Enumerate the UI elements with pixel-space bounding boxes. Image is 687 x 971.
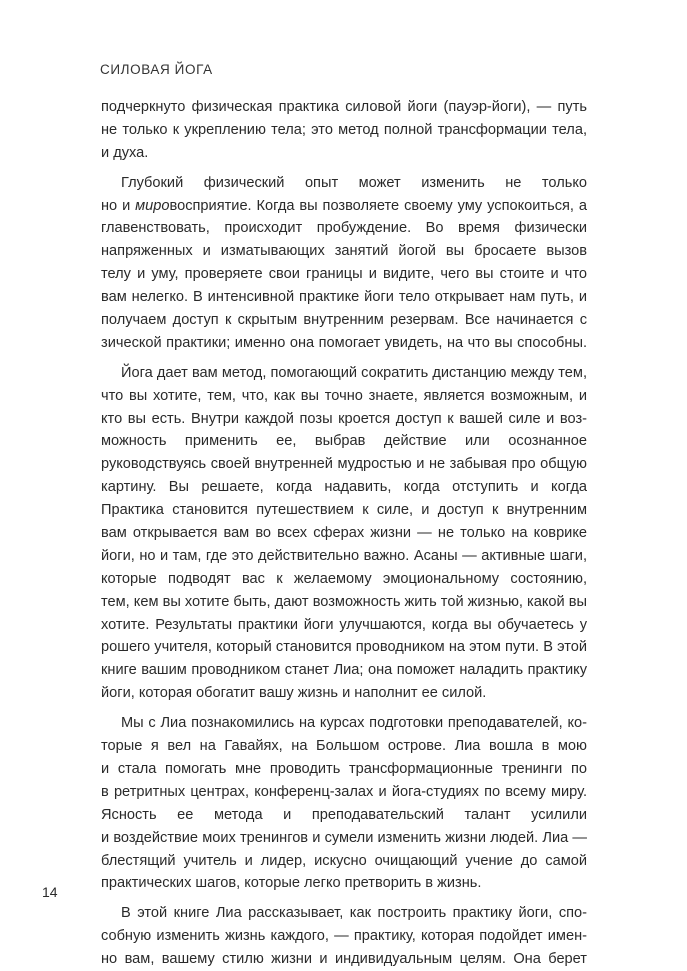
text-line: Йога дает вам метод, помогающий сократить дистанцию между тем, <box>121 364 587 381</box>
text-line: и воздействие моих тренингов и сумели изменить жизни людей. Лиа — <box>101 829 587 846</box>
text-line: напряженных и изматывающих занятий йогой вы бросаете вызов <box>101 243 587 260</box>
text-line: подчеркнуто физическая практика силовой йоги (пауэр-йоги), — путь <box>101 99 587 115</box>
text-line: не только к укреплению тела; это метод полной трансформации тела, <box>101 121 587 138</box>
paragraph <box>101 902 587 971</box>
text-line: и стала помогать мне проводить трансформационные тренинги по <box>101 760 587 777</box>
text-line: книге вашим проводником станет Лиа; она поможет наладить практику <box>101 662 587 679</box>
text-line: йоги, которая обогатит вашу жизнь и наполнит ее силой. <box>101 685 487 702</box>
text-line: руководствуясь своей внутренней мудростью и не забывая про общую <box>101 456 587 473</box>
text-line: практических шагов, которые легко претворить в жизнь. <box>101 875 482 892</box>
paragraph <box>101 712 587 895</box>
text-line: и духа. <box>101 144 149 161</box>
italic-emphasis: миро <box>135 197 170 214</box>
text-line: хотите. Результаты практики йоги улучшаются, когда вы обучаетесь у <box>101 616 587 633</box>
running-header: СИЛОВАЯ ЙОГА <box>100 62 213 77</box>
text-line: зической практики; именно она помогает увидеть, на что вы способны. <box>101 334 587 351</box>
paragraph <box>101 172 587 355</box>
text-fragment: но и <box>101 197 136 214</box>
text-line: блестящий учитель и лидер, искусно очищающий учение до самой <box>101 852 587 869</box>
text-line: кто вы есть. Внутри каждой позы кроется доступ к вашей силе и воз- <box>101 410 587 427</box>
text-line <box>101 195 587 218</box>
page-number: 14 <box>42 884 58 900</box>
paragraph <box>101 96 587 165</box>
paragraph <box>101 362 587 705</box>
text-line: вам нелегко. В интенсивной практике йоги тело открывает нам путь, и <box>101 289 587 306</box>
text-line: собную изменить жизнь каждого, — практику, которая подойдет имен- <box>101 928 587 945</box>
text-line: получаем доступ к скрытым внутренним резервам. Все начинается с <box>101 312 587 329</box>
text-line: Глубокий физический опыт может изменить не только <box>121 174 587 191</box>
text-line: что вы хотите, тем, что, как вы точно знаете, является возможным, и <box>101 387 587 404</box>
text-line: можность применить ее, выбрав действие или осознанное <box>101 433 587 450</box>
text-line: йоги, но и там, где это действительно важно. Асаны — активные шаги, <box>101 547 587 564</box>
text-line: картину. Вы решаете, когда надавить, когда отступить и когда <box>101 479 587 496</box>
text-line: но вам, вашему стилю жизни и индивидуальным целям. Она берет <box>101 951 587 968</box>
text-line: Ясность ее метода и преподавательский талант усилили <box>101 806 587 823</box>
text-line: тем, кем вы хотите быть, дают возможность жить той жизнью, какой вы <box>101 593 587 610</box>
text-line: главенствовать, происходит пробуждение. Во время физически <box>101 220 587 237</box>
body-text <box>101 96 587 971</box>
text-line: телу и уму, проверяете свои границы и видите, чего вы стоите и что <box>101 266 587 283</box>
text-line: Мы с Лиа познакомились на курсах подготовки преподавателей, ко- <box>121 715 587 732</box>
text-line: которые подводят вас к желаемому эмоциональному состоянию, <box>101 570 587 587</box>
text-fragment: восприятие. Когда вы позволяете своему уму успокоиться, а <box>169 197 587 214</box>
text-line: в ретритных центрах, конференц-залах и йога-студиях по всему миру. <box>101 783 587 800</box>
text-line: рошего учителя, который становится проводником на этом пути. В этой <box>101 639 587 656</box>
text-line: В этой книге Лиа рассказывает, как построить практику йоги, спо- <box>121 905 587 922</box>
text-line: вам открывается вам во всех сферах жизни — не только на коврике <box>101 525 587 542</box>
text-line: Практика становится путешествием к силе, и доступ к внутренним <box>101 502 587 519</box>
text-line: торые я вел на Гавайях, на Большом острове. Лиа вошла в мою <box>101 738 587 755</box>
